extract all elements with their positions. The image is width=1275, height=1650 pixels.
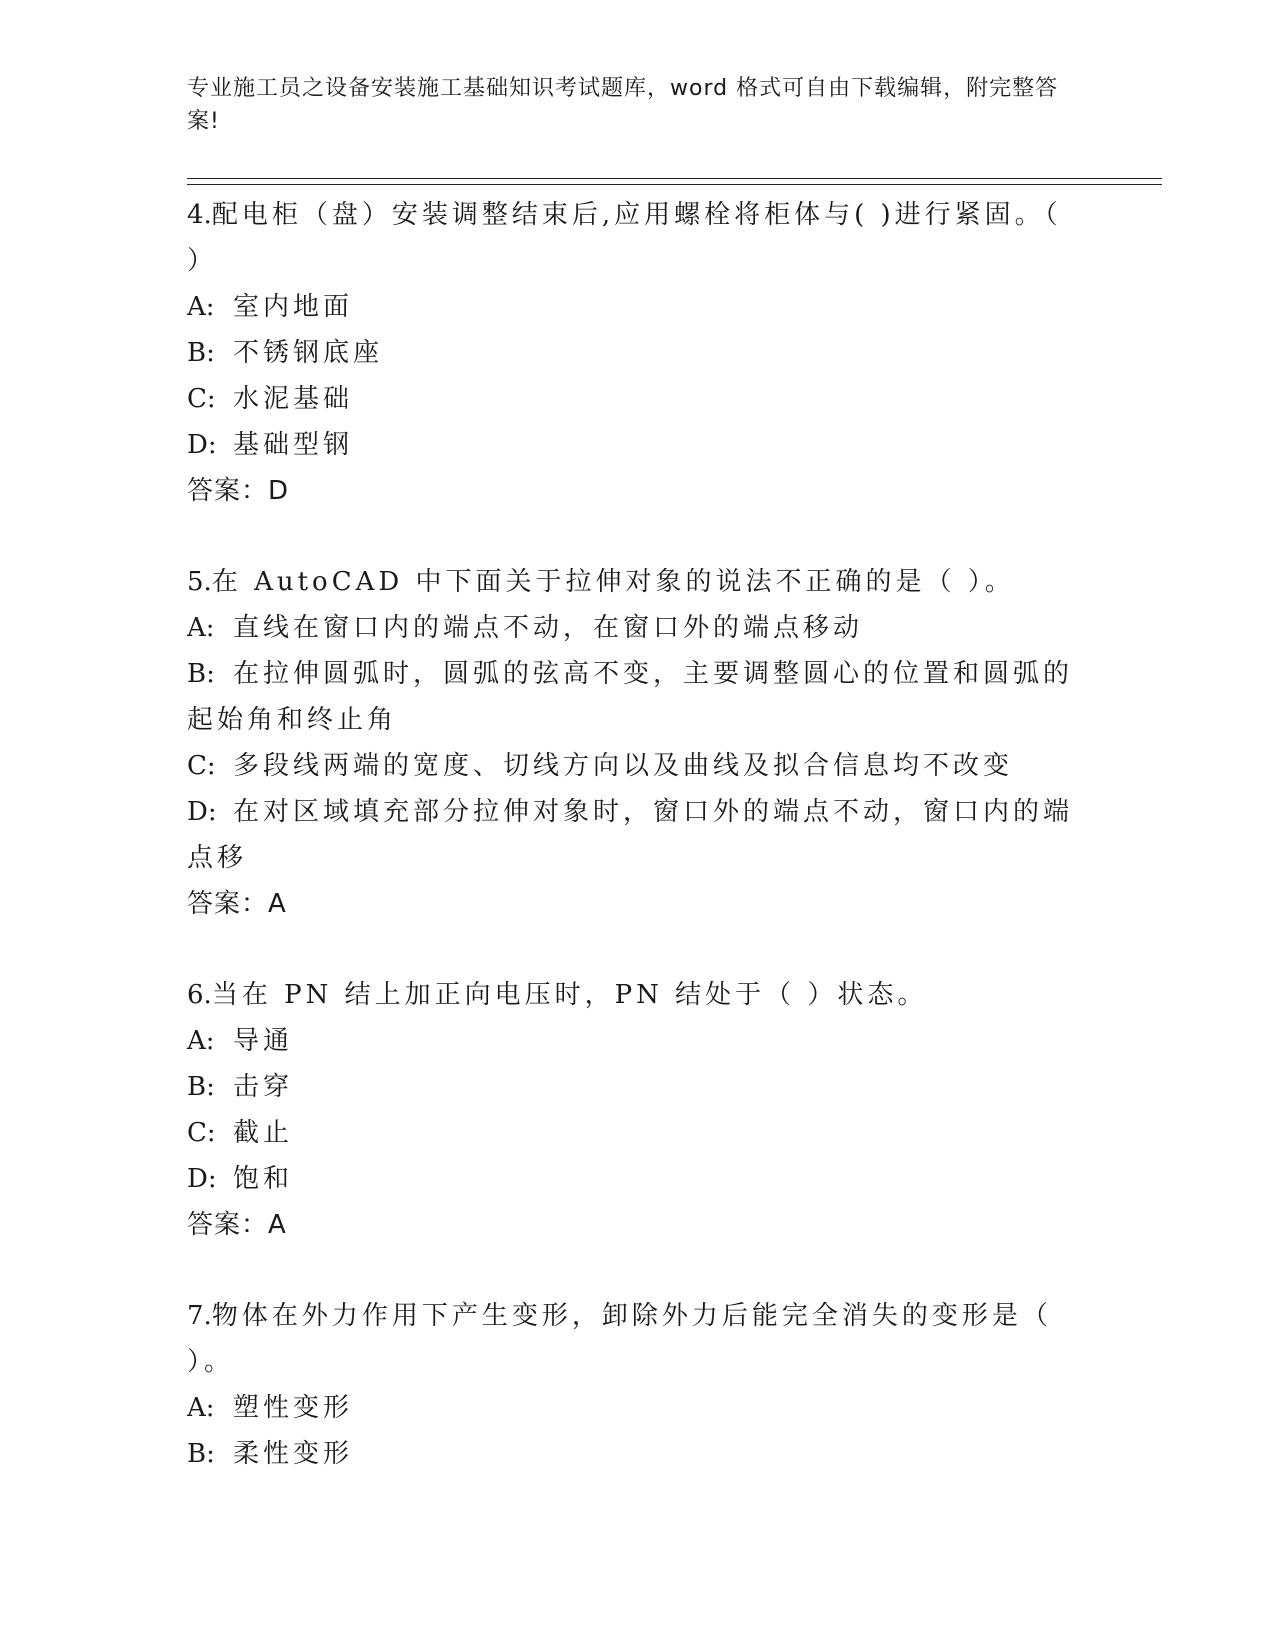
option-b: [187, 330, 1087, 376]
option-key: C:: [187, 1118, 216, 1148]
option-a: [187, 1018, 1087, 1064]
option-key: A:: [187, 1393, 215, 1423]
question-number: 6.: [187, 980, 212, 1010]
option-key: D:: [187, 797, 217, 827]
option-c: [187, 1110, 1087, 1156]
option-c: [187, 376, 1087, 422]
answer-label: 答案：A: [187, 1210, 287, 1240]
question-text: 在 AutoCAD 中下面关于拉伸对象的说法不正确的是（ ）。: [211, 567, 1015, 597]
option-a: [187, 1385, 1087, 1431]
question-text: 配电柜（盘）安装调整结束后,应用螺栓将柜体与( )进行紧固。（ ）: [187, 200, 1062, 276]
option-key: A:: [187, 613, 215, 643]
option-key: C:: [187, 751, 216, 781]
option-c: [187, 743, 1087, 789]
question-stem: [187, 192, 1087, 284]
option-key: B:: [187, 659, 215, 689]
question-stem: [187, 972, 1087, 1018]
option-b: [187, 1431, 1087, 1477]
option-text: 多段线两端的宽度、切线方向以及曲线及拟合信息均不改变: [233, 751, 1014, 781]
option-key: D:: [187, 1164, 217, 1194]
option-key: A:: [187, 1026, 215, 1056]
header-divider-bottom: [187, 184, 1162, 185]
option-text: 导通: [233, 1026, 294, 1056]
question-text: 物体在外力作用下产生变形，卸除外力后能完全消失的变形是（ ）。: [187, 1301, 1052, 1377]
option-text: 基础型钢: [233, 430, 354, 460]
option-b: [187, 651, 1087, 743]
question-stem: [187, 1293, 1087, 1385]
option-key: B:: [187, 1439, 215, 1469]
question-text: 当在 PN 结上加正向电压时，PN 结处于（ ）状态。: [211, 980, 928, 1010]
option-text: 水泥基础: [233, 384, 354, 414]
question-number: 4.: [187, 200, 212, 230]
option-d: [187, 789, 1087, 881]
question-list: [187, 192, 1087, 1522]
question-stem: [187, 559, 1087, 605]
option-text: 塑性变形: [233, 1393, 354, 1423]
question-5: [187, 559, 1087, 927]
option-key: B:: [187, 338, 215, 368]
option-text: 在对区域填充部分拉伸对象时，窗口外的端点不动，窗口内的端点移: [187, 797, 1074, 873]
option-text: 柔性变形: [233, 1439, 354, 1469]
option-key: C:: [187, 384, 216, 414]
option-key: B:: [187, 1072, 215, 1102]
question-7: [187, 1293, 1087, 1477]
option-text: 直线在窗口内的端点不动，在窗口外的端点移动: [233, 613, 864, 643]
option-key: D:: [187, 430, 217, 460]
option-d: [187, 422, 1087, 468]
answer-label: 答案：D: [187, 476, 290, 506]
question-number: 7.: [187, 1301, 212, 1331]
option-text: 击穿: [233, 1072, 294, 1102]
option-a: [187, 284, 1087, 330]
header-divider-top: [187, 178, 1162, 179]
option-b: [187, 1064, 1087, 1110]
option-d: [187, 1156, 1087, 1202]
answer-label: 答案：A: [187, 889, 287, 919]
option-a: [187, 605, 1087, 651]
option-text: 在拉伸圆弧时，圆弧的弦高不变，主要调整圆心的位置和圆弧的起始角和终止角: [187, 659, 1074, 735]
question-number: 5.: [187, 567, 212, 597]
option-text: 饱和: [233, 1164, 294, 1194]
document-header: 专业施工员之设备安装施工基础知识考试题库，word 格式可自由下载编辑，附完整答案!: [187, 76, 1059, 134]
option-text: 不锈钢底座: [233, 338, 384, 368]
question-6: [187, 972, 1087, 1248]
option-key: A:: [187, 292, 215, 322]
question-4: [187, 192, 1087, 514]
option-text: 截止: [233, 1118, 294, 1148]
option-text: 室内地面: [233, 292, 354, 322]
